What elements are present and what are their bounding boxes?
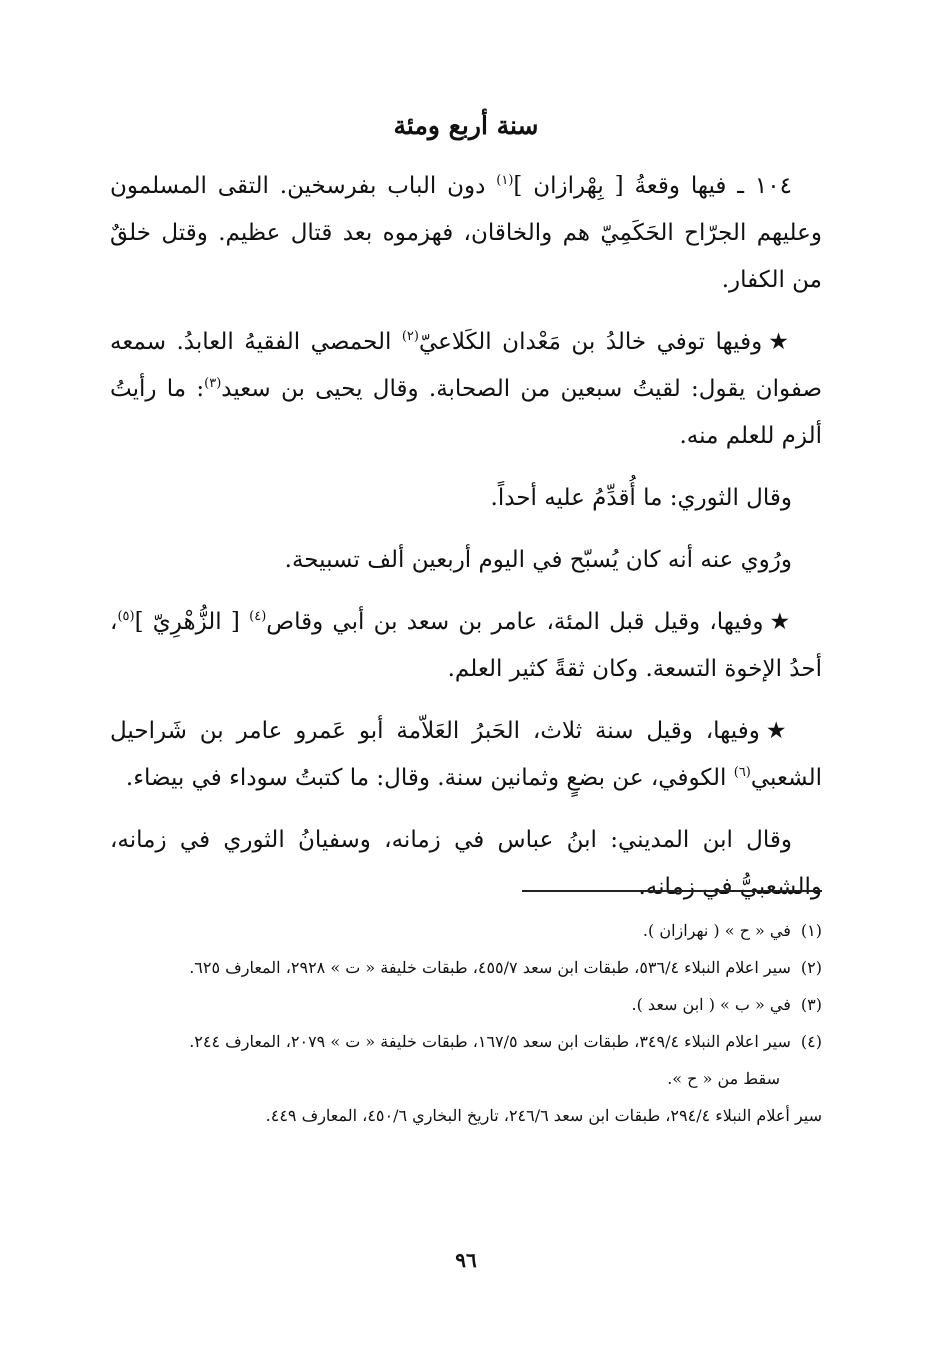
footnote-text: سقط من « ح ».: [667, 1069, 780, 1088]
paragraph-text: ١٠٤ ـ فيها وقعةُ [ بِهْرازان ]: [513, 173, 792, 199]
footnote-number: (٢): [800, 958, 822, 977]
footnote-number: (١): [800, 921, 822, 940]
footnote-text: سير اعلام النبلاء ٣٤٩/٤، طبقات ابن سعد ١٦٧/٥، طبقات خليفة « ت » ٢٠٧٩، المعارف ٢٤٤.: [189, 1032, 791, 1051]
section-title: سنة أربع ومئة: [393, 111, 539, 140]
paragraph-madini: وقال ابن المديني: ابنُ عباس في زمانه، وسفيانُ الثوري في زمانه، والشعبيُّ في زمانه.: [110, 827, 822, 900]
footnote-item: [110, 949, 822, 986]
footnote-ref-1: (١): [496, 173, 514, 188]
paragraph-text: ، أحدُ الإخوة التسعة. وكان ثقةً كثير العلم.: [110, 609, 822, 682]
paragraph-text: وفيها توفي خالدُ بن مَعْدان الكَلاعيّ: [418, 329, 763, 355]
paragraph-text: دون الباب بفرسخين. التقى المسلمون وعليهم الجرّاح الحَكَمِيّ هم والخاقان، فهزموه بعد قتال عظيم. وقتل خلقٌ من الكفار.: [110, 173, 822, 293]
footnote-ref-2: (٢): [401, 329, 419, 344]
footnote-text: في « ح » ( نهرازان ).: [642, 921, 791, 940]
star-marker: ★: [768, 329, 792, 355]
paragraph-thawri: وقال الثوري: ما أُقدِّمُ عليه أحداً.: [490, 485, 792, 511]
paragraph-tasbih: ورُوي عنه أنه كان يُسبّح في اليوم أربعين ألف تسبيحة.: [284, 547, 792, 573]
paragraph-text: وفيها، وقيل سنة ثلاث، الحَبرُ العَلاّمة أبو عَمرو عامر بن شَراحيل الشعبي: [110, 718, 822, 791]
footnote-item: [110, 986, 822, 1023]
footnote-item: [110, 1060, 822, 1097]
main-text: [110, 163, 822, 926]
footnotes: [110, 912, 822, 1134]
footnote-ref-3: (٣): [204, 376, 222, 391]
paragraph-text: [ الزُّهْرِيّ ]: [134, 609, 250, 635]
paragraph-text: الكوفي، عن بضعٍ وثمانين سنة. وقال: ما كتبتُ سوداء في بيضاء.: [125, 765, 734, 791]
footnote-number: (٤): [800, 1032, 822, 1051]
footnote-divider: [522, 890, 822, 892]
footnote-item: [110, 1097, 822, 1134]
paragraph-text: وفيها، وقيل قبل المئة، عامر بن سعد بن أبي وقاص: [266, 609, 764, 635]
footnote-text: سير اعلام النبلاء ٥٣٦/٤، طبقات ابن سعد ٤٥٥/٧، طبقات خليفة « ت » ٢٩٢٨، المعارف ٦٢٥.: [189, 958, 791, 977]
footnote-item: [110, 912, 822, 949]
star-marker: ★: [765, 718, 792, 744]
footnote-ref-5: (٥): [117, 609, 135, 624]
paragraph-amir: [110, 599, 822, 693]
star-marker: ★: [769, 609, 793, 635]
footnote-item: [110, 1023, 822, 1060]
paragraph-104: [110, 163, 822, 304]
footnote-text: في « ب » ( ابن سعد ).: [631, 995, 791, 1014]
paragraph-text: : ما رأيتُ ألزم للعلم منه.: [110, 376, 822, 449]
paragraph-shabi: [110, 708, 822, 802]
footnote-text: سير أعلام النبلاء ٢٩٤/٤، طبقات ابن سعد ٢٤٦/٦، تاريخ البخاري ٤٥٠/٦، المعارف ٤٤٩.: [265, 1106, 822, 1125]
footnote-ref-6: (٦): [733, 765, 751, 780]
page-number: ٩٦: [455, 1248, 477, 1272]
footnote-number: (٣): [800, 995, 822, 1014]
paragraph-khalid: [110, 319, 822, 460]
document-page: [110, 0, 822, 1361]
paragraph-text: الحمصي الفقيهُ العابدُ. سمعه صفوان يقول: لقيتُ سبعين من الصحابة. وقال يحيى بن سعيد: [110, 329, 823, 402]
footnote-ref-4: (٤): [249, 609, 267, 624]
